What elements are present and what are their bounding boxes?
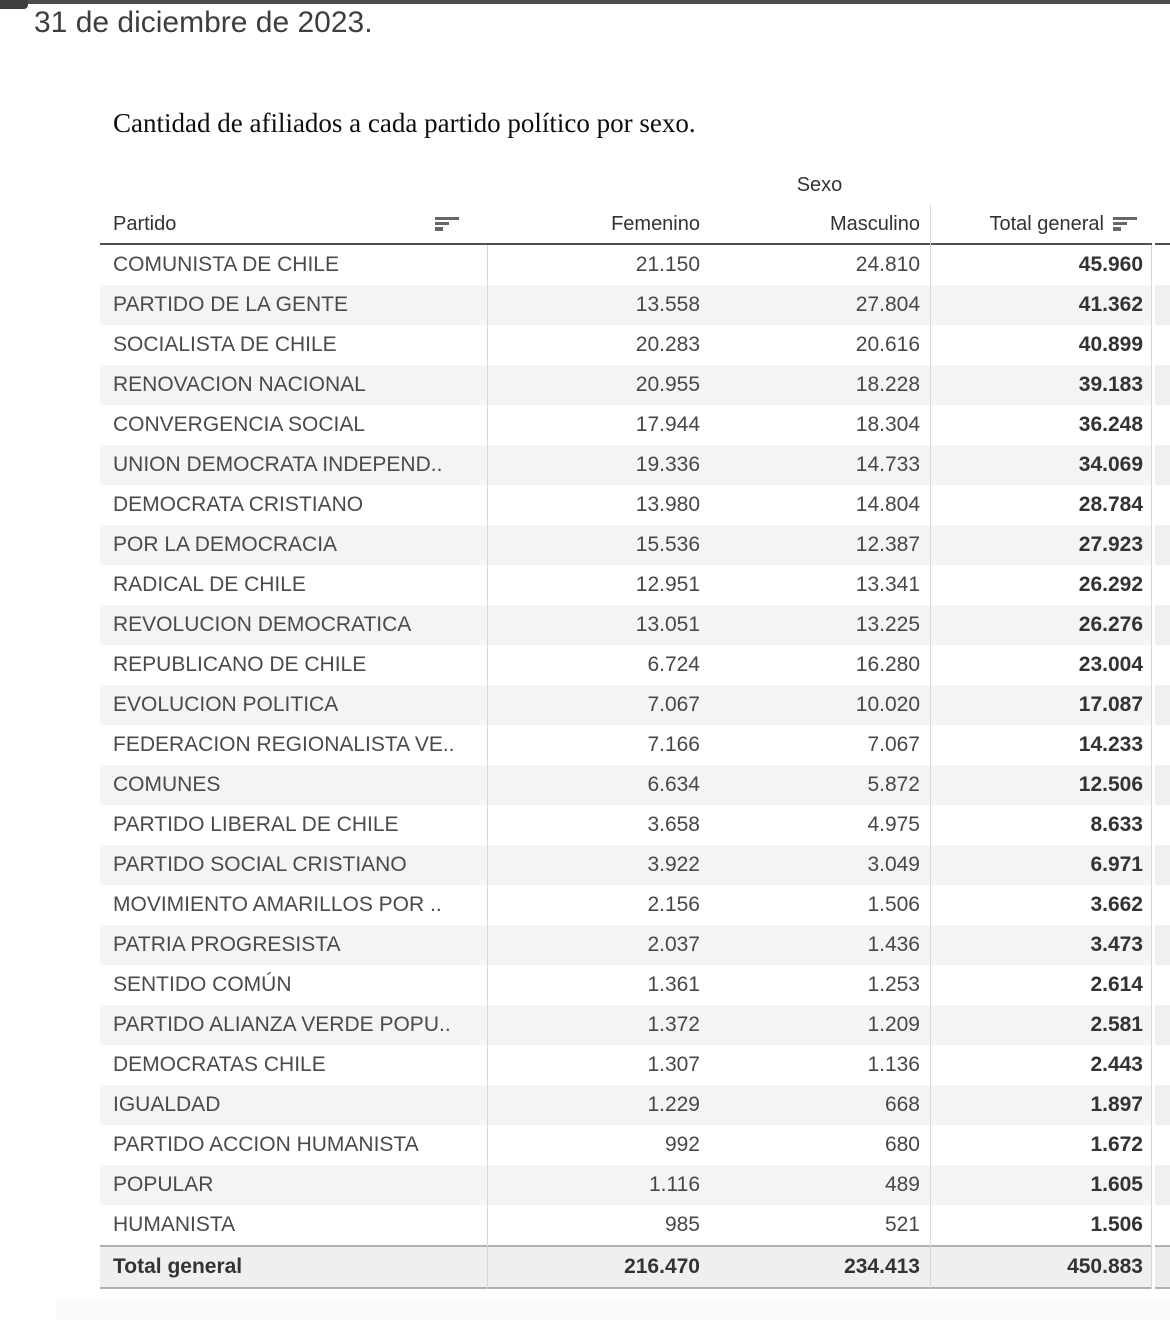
femenino-cell[interactable]: 2.037	[647, 933, 700, 956]
total-cell[interactable]: 1.506	[1090, 1213, 1143, 1236]
femenino-cell[interactable]: 992	[664, 1133, 700, 1156]
femenino-cell[interactable]: 20.955	[635, 373, 700, 396]
column-header-row	[100, 205, 1152, 245]
table-row	[100, 565, 1152, 605]
total-cell[interactable]: 41.362	[1078, 293, 1143, 316]
femenino-cell[interactable]: 3.922	[647, 853, 700, 876]
table-row	[100, 445, 1152, 485]
total-cell[interactable]: 2.614	[1090, 973, 1143, 996]
clipped-cell	[1155, 285, 1170, 325]
table-row	[100, 805, 1152, 845]
masculino-cell[interactable]: 18.304	[855, 413, 920, 436]
partido-cell[interactable]: PARTIDO SOCIAL CRISTIANO	[113, 853, 407, 876]
clipped-cell	[1155, 485, 1170, 525]
clipped-cell	[1155, 965, 1170, 1005]
clipped-total-cell	[1155, 1245, 1170, 1289]
table-row	[100, 405, 1152, 445]
partido-cell[interactable]: DEMOCRATA CRISTIANO	[113, 493, 364, 516]
femenino-cell[interactable]: 20.283	[635, 333, 700, 356]
total-cell[interactable]: 26.276	[1078, 613, 1143, 636]
clipped-cell	[1155, 405, 1170, 445]
clipped-cell	[1155, 845, 1170, 885]
table-body	[100, 245, 1152, 1245]
partido-cell[interactable]: COMUNES	[113, 773, 221, 796]
masculino-cell[interactable]: 27.804	[855, 293, 920, 316]
masculino-cell[interactable]: 18.228	[855, 373, 920, 396]
masculino-cell[interactable]: 1.136	[867, 1053, 920, 1076]
grand-total-total[interactable]: 450.883	[1067, 1255, 1143, 1278]
grand-total-label[interactable]: Total general	[113, 1255, 243, 1278]
clipped-cell	[1155, 685, 1170, 725]
clipped-cell	[1155, 565, 1170, 605]
partido-cell[interactable]: PARTIDO LIBERAL DE CHILE	[113, 813, 399, 836]
table-row	[100, 1165, 1152, 1205]
partido-cell[interactable]: PATRIA PROGRESISTA	[113, 933, 341, 956]
partido-cell[interactable]: EVOLUCION POLITICA	[113, 693, 339, 716]
table-row	[100, 1205, 1152, 1245]
partido-cell[interactable]: FEDERACION REGIONALISTA VE..	[113, 733, 455, 756]
total-cell[interactable]: 39.183	[1078, 373, 1143, 396]
masculino-cell[interactable]: 1.436	[867, 933, 920, 956]
masculino-cell[interactable]: 24.810	[855, 253, 920, 276]
table-row	[100, 525, 1152, 565]
total-cell[interactable]: 2.443	[1090, 1053, 1143, 1076]
table-row	[100, 1045, 1152, 1085]
clipped-cell	[1155, 445, 1170, 485]
sexo-dimension-label[interactable]: Sexo	[796, 174, 843, 196]
clipped-cell	[1155, 525, 1170, 565]
femenino-cell[interactable]: 12.951	[635, 573, 700, 596]
masculino-cell[interactable]: 1.209	[867, 1013, 920, 1036]
total-column-header[interactable]	[930, 205, 1152, 243]
femenino-cell[interactable]: 15.536	[635, 533, 700, 556]
table-row	[100, 1005, 1152, 1045]
clipped-cell	[1155, 1205, 1170, 1245]
total-cell[interactable]: 34.069	[1078, 453, 1143, 476]
femenino-cell[interactable]: 6.634	[647, 773, 700, 796]
column-divider	[487, 245, 488, 1289]
total-cell[interactable]: 12.506	[1078, 773, 1143, 796]
masculino-cell[interactable]: 13.341	[855, 573, 920, 596]
clipped-cell	[1155, 725, 1170, 765]
window-top-edge	[0, 0, 1170, 4]
femenino-cell[interactable]: 6.724	[647, 653, 700, 676]
clipped-cell	[1155, 885, 1170, 925]
clipped-cell	[1155, 1005, 1170, 1045]
femenino-cell[interactable]: 2.156	[647, 893, 700, 916]
total-cell[interactable]: 1.605	[1090, 1173, 1143, 1196]
total-cell[interactable]: 28.784	[1078, 493, 1143, 516]
femenino-cell[interactable]: 1.307	[647, 1053, 700, 1076]
table-row	[100, 1125, 1152, 1165]
partido-cell[interactable]: COMUNISTA DE CHILE	[113, 253, 339, 276]
clipped-cell	[1155, 325, 1170, 365]
masculino-cell[interactable]: 668	[884, 1093, 920, 1116]
masculino-cell[interactable]: 489	[884, 1173, 920, 1196]
partido-cell[interactable]: REVOLUCION DEMOCRATICA	[113, 613, 412, 636]
page-bottom-margin	[56, 1297, 1170, 1320]
masculino-cell[interactable]: 680	[884, 1133, 920, 1156]
clipped-cell	[1155, 1125, 1170, 1165]
masculino-cell[interactable]: 521	[884, 1213, 920, 1236]
sort-descending-icon[interactable]	[435, 217, 459, 231]
total-cell[interactable]: 1.897	[1090, 1093, 1143, 1116]
total-cell[interactable]: 27.923	[1078, 533, 1143, 556]
sort-descending-icon[interactable]	[1113, 217, 1137, 231]
femenino-cell[interactable]: 985	[664, 1213, 700, 1236]
masculino-cell[interactable]: 10.020	[855, 693, 920, 716]
clipped-cell	[1155, 605, 1170, 645]
table-row	[100, 925, 1152, 965]
partido-cell[interactable]: HUMANISTA	[113, 1213, 236, 1236]
clipped-cell	[1155, 1045, 1170, 1085]
column-divider	[930, 205, 931, 1289]
table-row	[100, 365, 1152, 405]
table-row	[100, 325, 1152, 365]
table-title: Cantidad de afiliados a cada partido político por sexo.	[113, 108, 696, 138]
clipped-cell	[1155, 645, 1170, 685]
clipped-cell	[1155, 805, 1170, 845]
partido-cell[interactable]: SOCIALISTA DE CHILE	[113, 333, 337, 356]
femenino-cell[interactable]: 1.372	[647, 1013, 700, 1036]
femenino-cell[interactable]: 7.166	[647, 733, 700, 756]
grand-total-masculino[interactable]: 234.413	[844, 1255, 920, 1278]
partido-cell[interactable]: RENOVACION NACIONAL	[113, 373, 366, 396]
masculino-cell[interactable]: 20.616	[855, 333, 920, 356]
date-heading: 31 de diciembre de 2023.	[34, 6, 373, 39]
total-cell[interactable]: 6.971	[1090, 853, 1143, 876]
femenino-cell[interactable]: 19.336	[635, 453, 700, 476]
masculino-cell[interactable]: 14.733	[855, 453, 920, 476]
partido-cell[interactable]: MOVIMIENTO AMARILLOS POR ..	[113, 893, 442, 916]
femenino-cell[interactable]: 1.361	[647, 973, 700, 996]
partido-header-label: Partido	[113, 212, 177, 235]
masculino-cell[interactable]: 16.280	[855, 653, 920, 676]
partido-cell[interactable]: IGUALDAD	[113, 1093, 221, 1116]
femenino-cell[interactable]: 21.150	[635, 253, 700, 276]
table-row	[100, 485, 1152, 525]
masculino-cell[interactable]: 4.975	[867, 813, 920, 836]
table-row	[100, 1085, 1152, 1125]
total-cell[interactable]: 1.672	[1090, 1133, 1143, 1156]
table-row	[100, 645, 1152, 685]
total-cell[interactable]: 40.899	[1078, 333, 1143, 356]
partido-cell[interactable]: CONVERGENCIA SOCIAL	[113, 413, 366, 436]
total-cell[interactable]: 3.473	[1090, 933, 1143, 956]
total-cell[interactable]: 14.233	[1078, 733, 1143, 756]
window-corner	[0, 0, 28, 9]
femenino-cell[interactable]: 1.116	[649, 1173, 700, 1196]
table-row	[100, 765, 1152, 805]
total-header-label: Total general	[989, 212, 1104, 235]
femenino-column-header[interactable]	[487, 205, 710, 243]
partido-cell[interactable]: REPUBLICANO DE CHILE	[113, 653, 367, 676]
masculino-cell[interactable]: 7.067	[867, 733, 920, 756]
total-cell[interactable]: 23.004	[1078, 653, 1143, 676]
grand-total-row	[100, 1245, 1152, 1289]
clipped-cell	[1155, 1085, 1170, 1125]
total-cell[interactable]: 36.248	[1078, 413, 1143, 436]
femenino-cell[interactable]: 13.558	[635, 293, 700, 316]
femenino-cell[interactable]: 13.051	[635, 613, 700, 636]
clipped-cell	[1155, 1165, 1170, 1205]
partido-column-header[interactable]	[100, 205, 487, 243]
partido-cell[interactable]: SENTIDO COMÚN	[113, 973, 292, 996]
sexo-header-row	[100, 170, 1152, 205]
total-cell[interactable]: 17.087	[1078, 693, 1143, 716]
partido-cell[interactable]: POR LA DEMOCRACIA	[113, 533, 338, 556]
partido-cell[interactable]: PARTIDO ACCION HUMANISTA	[113, 1133, 419, 1156]
table-right-border	[1151, 245, 1152, 1289]
clipped-next-column	[1155, 243, 1170, 1289]
masculino-cell[interactable]: 1.506	[867, 893, 920, 916]
masculino-cell[interactable]: 1.253	[867, 973, 920, 996]
masculino-column-header[interactable]	[710, 205, 930, 243]
femenino-cell[interactable]: 3.658	[647, 813, 700, 836]
masculino-cell[interactable]: 13.225	[855, 613, 920, 636]
partido-cell[interactable]: UNION DEMOCRATA INDEPEND..	[113, 453, 443, 476]
total-cell[interactable]: 26.292	[1078, 573, 1143, 596]
partido-cell[interactable]: PARTIDO ALIANZA VERDE POPU..	[113, 1013, 451, 1036]
clipped-cell	[1155, 925, 1170, 965]
partido-cell[interactable]: RADICAL DE CHILE	[113, 573, 306, 596]
table-row	[100, 725, 1152, 765]
femenino-cell[interactable]: 13.980	[635, 493, 700, 516]
table-row	[100, 845, 1152, 885]
clipped-cell	[1155, 765, 1170, 805]
affiliates-by-sex-table	[100, 170, 1152, 1289]
table-row	[100, 885, 1152, 925]
masculino-cell[interactable]: 3.049	[867, 853, 920, 876]
partido-cell[interactable]: DEMOCRATAS CHILE	[113, 1053, 326, 1076]
table-row	[100, 605, 1152, 645]
total-cell[interactable]: 2.581	[1090, 1013, 1143, 1036]
table-row	[100, 685, 1152, 725]
partido-cell[interactable]: PARTIDO DE LA GENTE	[113, 293, 348, 316]
femenino-header-label: Femenino	[611, 212, 700, 235]
table-row	[100, 965, 1152, 1005]
total-cell[interactable]: 3.662	[1090, 893, 1143, 916]
femenino-cell[interactable]: 7.067	[647, 693, 700, 716]
masculino-cell[interactable]: 5.872	[867, 773, 920, 796]
total-cell[interactable]: 8.633	[1090, 813, 1143, 836]
total-cell[interactable]: 45.960	[1078, 253, 1143, 276]
clipped-cell	[1155, 245, 1170, 285]
masculino-cell[interactable]: 12.387	[855, 533, 920, 556]
table-row	[100, 245, 1152, 285]
femenino-cell[interactable]: 17.944	[635, 413, 700, 436]
femenino-cell[interactable]: 1.229	[647, 1093, 700, 1116]
masculino-cell[interactable]: 14.804	[855, 493, 920, 516]
masculino-header-label: Masculino	[829, 212, 920, 235]
grand-total-femenino[interactable]: 216.470	[624, 1255, 700, 1278]
table-row	[100, 285, 1152, 325]
partido-cell[interactable]: POPULAR	[113, 1173, 214, 1196]
clipped-cell	[1155, 365, 1170, 405]
